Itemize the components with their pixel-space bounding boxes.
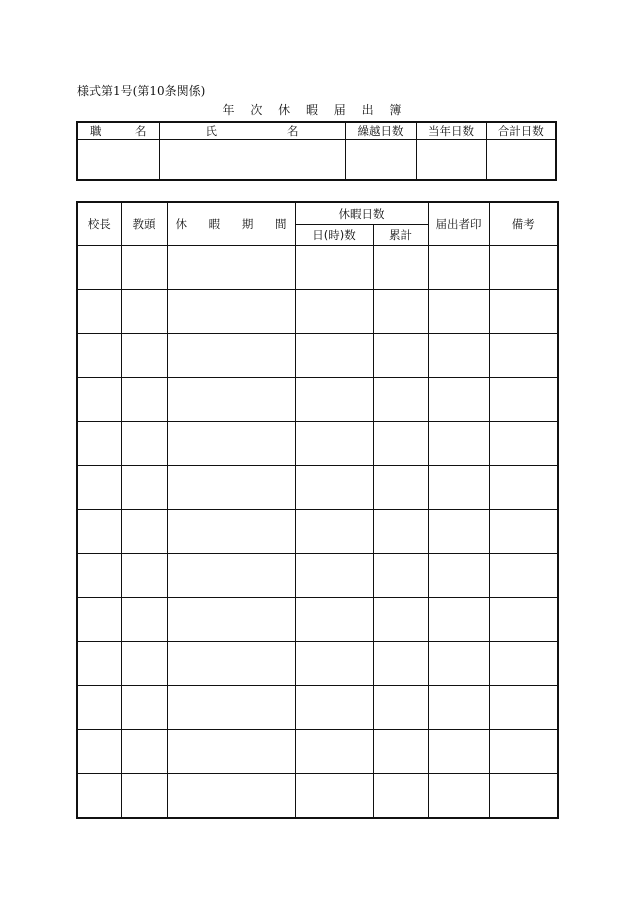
leave-period-char-1: 休 [175, 217, 187, 231]
position-header [77, 122, 159, 140]
info-value-row [77, 140, 556, 181]
remarks-cell[interactable] [489, 510, 558, 554]
vice-principal-seal-cell[interactable] [121, 642, 167, 686]
remarks-cell[interactable] [489, 466, 558, 510]
days-hours-cell[interactable] [295, 686, 373, 730]
days-hours-cell[interactable] [295, 510, 373, 554]
leave-period-cell[interactable] [167, 686, 295, 730]
position-field[interactable] [77, 140, 159, 181]
principal-header: 校長 [77, 202, 121, 246]
carried-days-field[interactable] [345, 140, 416, 181]
carried-days-header: 繰越日数 [345, 122, 416, 140]
leave-period-cell[interactable] [167, 290, 295, 334]
cumulative-cell[interactable] [373, 554, 428, 598]
leave-days-group-header: 休暇日数 [295, 202, 428, 225]
remarks-cell[interactable] [489, 730, 558, 774]
principal-seal-cell[interactable] [77, 510, 121, 554]
principal-seal-cell[interactable] [77, 642, 121, 686]
form-number: 様式第1号(第10条関係) [77, 84, 206, 98]
applicant-seal-cell[interactable] [428, 290, 489, 334]
applicant-seal-cell[interactable] [428, 554, 489, 598]
total-days-field[interactable] [486, 140, 556, 181]
ledger-row [77, 378, 558, 422]
leave-period-char-4: 間 [274, 217, 287, 231]
days-hours-cell[interactable] [295, 290, 373, 334]
remarks-cell[interactable] [489, 686, 558, 730]
applicant-seal-cell[interactable] [428, 686, 489, 730]
principal-seal-cell[interactable] [77, 730, 121, 774]
principal-seal-cell[interactable] [77, 290, 121, 334]
remarks-cell[interactable] [489, 642, 558, 686]
applicant-seal-cell[interactable] [428, 598, 489, 642]
applicant-seal-cell[interactable] [428, 730, 489, 774]
ledger-row [77, 510, 558, 554]
applicant-seal-cell[interactable] [428, 642, 489, 686]
leave-period-cell[interactable] [167, 598, 295, 642]
vice-principal-seal-cell[interactable] [121, 686, 167, 730]
form-title: 年 次 休 暇 届 出 簿 [222, 103, 408, 117]
remarks-cell[interactable] [489, 378, 558, 422]
ledger-row [77, 334, 558, 378]
leave-period-char-2: 暇 [208, 217, 221, 231]
leave-period-cell[interactable] [167, 466, 295, 510]
cumulative-cell[interactable] [373, 246, 428, 290]
days-hours-cell[interactable] [295, 598, 373, 642]
vice-principal-seal-cell[interactable] [121, 422, 167, 466]
days-hours-cell[interactable] [295, 378, 373, 422]
current-year-days-header: 当年日数 [416, 122, 486, 140]
vice-principal-seal-cell[interactable] [121, 510, 167, 554]
applicant-seal-cell[interactable] [428, 510, 489, 554]
name-field[interactable] [159, 140, 345, 181]
leave-period-char-3: 期 [241, 217, 254, 231]
cumulative-cell[interactable] [373, 774, 428, 819]
leave-period-cell[interactable] [167, 334, 295, 378]
total-days-header: 合計日数 [486, 122, 556, 140]
cumulative-cell[interactable] [373, 378, 428, 422]
name-header [159, 122, 345, 140]
cumulative-cell[interactable] [373, 642, 428, 686]
position-header-char-1: 職 [90, 124, 102, 138]
name-header-char-2: 名 [287, 124, 299, 138]
ledger-row [77, 246, 558, 290]
vice-principal-seal-cell[interactable] [121, 290, 167, 334]
days-hours-cell[interactable] [295, 422, 373, 466]
leave-period-cell[interactable] [167, 554, 295, 598]
cumulative-cell[interactable] [373, 686, 428, 730]
leave-period-cell[interactable] [167, 730, 295, 774]
ledger-row [77, 686, 558, 730]
vice-principal-header: 教頭 [121, 202, 167, 246]
principal-seal-cell[interactable] [77, 774, 121, 819]
applicant-seal-cell[interactable] [428, 378, 489, 422]
days-hours-cell[interactable] [295, 730, 373, 774]
ledger-row [77, 466, 558, 510]
principal-seal-cell[interactable] [77, 686, 121, 730]
principal-seal-cell[interactable] [77, 378, 121, 422]
vice-principal-seal-cell[interactable] [121, 334, 167, 378]
principal-seal-cell[interactable] [77, 246, 121, 290]
cumulative-cell[interactable] [373, 730, 428, 774]
vice-principal-seal-cell[interactable] [121, 774, 167, 819]
cumulative-cell[interactable] [373, 466, 428, 510]
ledger-header-row-1 [77, 202, 558, 225]
vice-principal-seal-cell[interactable] [121, 554, 167, 598]
leave-period-header [167, 202, 295, 246]
leave-ledger-table [76, 201, 559, 819]
days-hours-cell[interactable] [295, 774, 373, 819]
applicant-seal-cell[interactable] [428, 246, 489, 290]
ledger-row [77, 730, 558, 774]
leave-period-cell[interactable] [167, 510, 295, 554]
leave-period-cell[interactable] [167, 246, 295, 290]
leave-period-cell[interactable] [167, 378, 295, 422]
employee-info-table [76, 121, 557, 181]
days-hours-cell[interactable] [295, 334, 373, 378]
days-hours-cell[interactable] [295, 554, 373, 598]
remarks-cell[interactable] [489, 554, 558, 598]
cumulative-cell[interactable] [373, 422, 428, 466]
position-header-char-2: 名 [135, 124, 147, 138]
days-hours-cell[interactable] [295, 642, 373, 686]
days-hours-cell[interactable] [295, 466, 373, 510]
remarks-cell[interactable] [489, 246, 558, 290]
ledger-row [77, 422, 558, 466]
current-year-days-field[interactable] [416, 140, 486, 181]
applicant-seal-cell[interactable] [428, 466, 489, 510]
remarks-cell[interactable] [489, 598, 558, 642]
remarks-cell[interactable] [489, 422, 558, 466]
leave-period-cell[interactable] [167, 774, 295, 819]
vice-principal-seal-cell[interactable] [121, 598, 167, 642]
principal-seal-cell[interactable] [77, 554, 121, 598]
principal-seal-cell[interactable] [77, 466, 121, 510]
remarks-cell[interactable] [489, 290, 558, 334]
cumulative-cell[interactable] [373, 510, 428, 554]
principal-seal-cell[interactable] [77, 598, 121, 642]
cumulative-cell[interactable] [373, 334, 428, 378]
principal-seal-cell[interactable] [77, 334, 121, 378]
remarks-cell[interactable] [489, 774, 558, 819]
leave-period-cell[interactable] [167, 422, 295, 466]
days-hours-cell[interactable] [295, 246, 373, 290]
ledger-body [77, 246, 558, 819]
applicant-seal-header: 届出者印 [428, 202, 489, 246]
applicant-seal-cell[interactable] [428, 422, 489, 466]
ledger-row [77, 642, 558, 686]
cumulative-cell[interactable] [373, 598, 428, 642]
ledger-row [77, 554, 558, 598]
ledger-row [77, 774, 558, 819]
applicant-seal-cell[interactable] [428, 334, 489, 378]
cumulative-header: 累計 [373, 225, 428, 246]
vice-principal-seal-cell[interactable] [121, 246, 167, 290]
ledger-row [77, 598, 558, 642]
name-header-char-1: 氏 [205, 124, 217, 138]
principal-seal-cell[interactable] [77, 422, 121, 466]
vice-principal-seal-cell[interactable] [121, 730, 167, 774]
leave-period-cell[interactable] [167, 642, 295, 686]
remarks-cell[interactable] [489, 334, 558, 378]
info-header-row [77, 122, 556, 140]
vice-principal-seal-cell[interactable] [121, 466, 167, 510]
remarks-header: 備考 [489, 202, 558, 246]
ledger-row [77, 290, 558, 334]
applicant-seal-cell[interactable] [428, 774, 489, 819]
days-hours-header: 日(時)数 [295, 225, 373, 246]
cumulative-cell[interactable] [373, 290, 428, 334]
vice-principal-seal-cell[interactable] [121, 378, 167, 422]
